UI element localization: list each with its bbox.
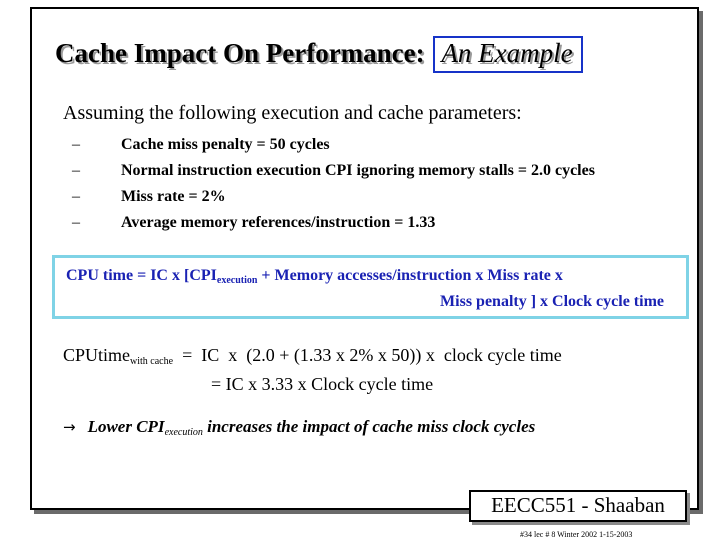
right-arrow-icon: → [63,418,76,436]
param-text: Average memory references/instruction = 1.33 [121,214,436,231]
bullet-dash: – [72,214,80,231]
conclusion-note [63,417,535,438]
list-item [72,214,595,240]
footer-course-box: EECC551 - Shaaban [469,490,687,522]
calculation-line-1 [63,345,562,367]
calc-rhs: = IC x (2.0 + (1.33 x 2% x 50)) x clock cycle time [173,345,562,365]
calc-lhs: CPUtime [63,345,131,365]
note-subscript: execution [164,427,203,438]
list-item [72,136,595,162]
list-item [72,162,595,188]
footer-meta: #34 lec # 8 Winter 2002 1-15-2003 [520,530,633,539]
param-text: Cache miss penalty = 50 cycles [121,136,330,153]
formula-text: CPU time = IC x [CPI [66,267,217,284]
slide-title [55,36,583,73]
intro-text: Assuming the following execution and cache parameters: [63,102,522,124]
formula-text: + Memory accesses/instruction x Miss rate x [257,267,563,284]
formula-subscript: execution [216,275,258,286]
param-text: Normal instruction execution CPI ignoring memory stalls = 2.0 cycles [121,162,595,179]
param-text: Miss rate = 2% [121,188,226,205]
bullet-dash: – [72,162,80,179]
formula-line-2: Miss penalty ] x Clock cycle time [440,293,664,310]
title-main: Cache Impact On Performance: [55,38,425,68]
bullet-dash: – [72,136,80,153]
bullet-dash: – [72,188,80,205]
title-boxed: An Example [433,36,582,73]
calc-subscript: with cache [130,356,174,367]
note-text: increases the impact of cache miss clock cycles [202,417,536,436]
calculation-line-2: = IC x 3.33 x Clock cycle time [211,374,434,394]
parameter-list [72,136,595,240]
formula-line-1 [66,267,563,286]
cpu-time-formula-box [52,255,689,319]
note-text: Lower CPI [87,417,165,436]
list-item [72,188,595,214]
